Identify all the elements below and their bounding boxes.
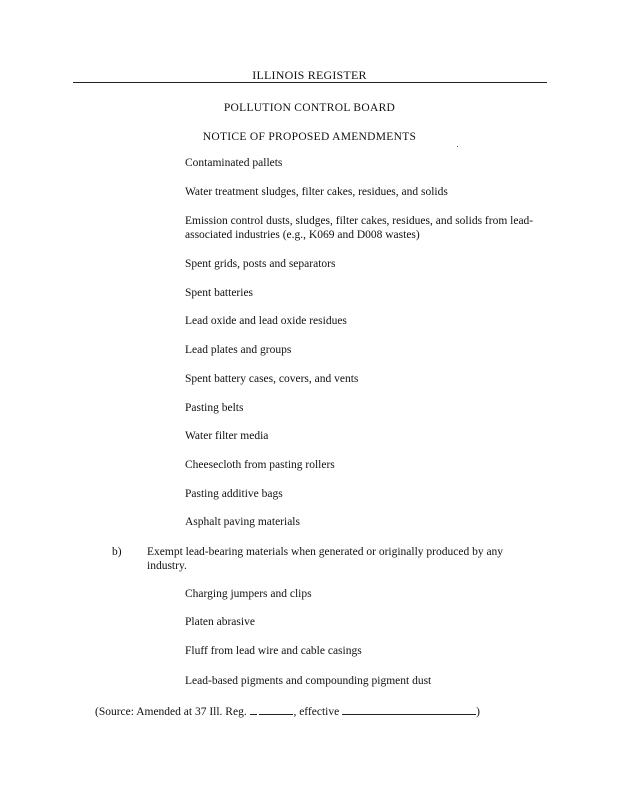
list-item: Charging jumpers and clips <box>185 588 312 600</box>
list-item: Asphalt paving materials <box>185 516 300 528</box>
list-item: Platen abrasive <box>185 616 255 628</box>
notice-title: NOTICE OF PROPOSED AMENDMENTS <box>202 131 417 143</box>
list-item: Lead plates and groups <box>185 344 292 356</box>
list-item: Lead-based pigments and compounding pigment dust <box>185 675 432 687</box>
list-item: Pasting belts <box>185 402 244 414</box>
list-item: Water treatment sludges, filter cakes, residues, and solids <box>185 186 448 198</box>
list-item: Lead oxide and lead oxide residues <box>185 315 347 327</box>
header-rule <box>73 82 547 83</box>
section-b-text: Exempt lead-bearing materials when generated or originally produced by any industry. <box>147 546 504 572</box>
source-suffix: ) <box>476 706 480 718</box>
list-item: Spent batteries <box>185 287 254 299</box>
blank-effective-date <box>342 703 476 715</box>
list-item: Spent battery cases, covers, and vents <box>185 373 359 385</box>
list-item: Water filter media <box>185 430 269 442</box>
list-item: Contaminated pallets <box>185 157 283 169</box>
scan-speck <box>457 146 458 147</box>
list-item: Cheesecloth from pasting rollers <box>185 459 335 471</box>
source-prefix: (Source: Amended at 37 Ill. Reg. <box>95 706 250 718</box>
register-title: ILLINOIS REGISTER <box>252 68 367 82</box>
list-item: Spent grids, posts and separators <box>185 258 336 270</box>
list-item: Fluff from lead wire and cable casings <box>185 645 362 657</box>
source-note <box>95 703 480 719</box>
section-b-label: b) <box>112 546 122 558</box>
source-mid: , effective <box>293 706 343 718</box>
blank-page <box>259 703 293 715</box>
list-item: Emission control dusts, sludges, filter cakes, residues, and solids from lead-associated industries (e.g., K069 and D008 wastes) <box>185 215 534 241</box>
board-name: POLLUTION CONTROL BOARD <box>223 102 396 114</box>
blank-volume <box>250 703 257 715</box>
list-item: Pasting additive bags <box>185 488 283 500</box>
